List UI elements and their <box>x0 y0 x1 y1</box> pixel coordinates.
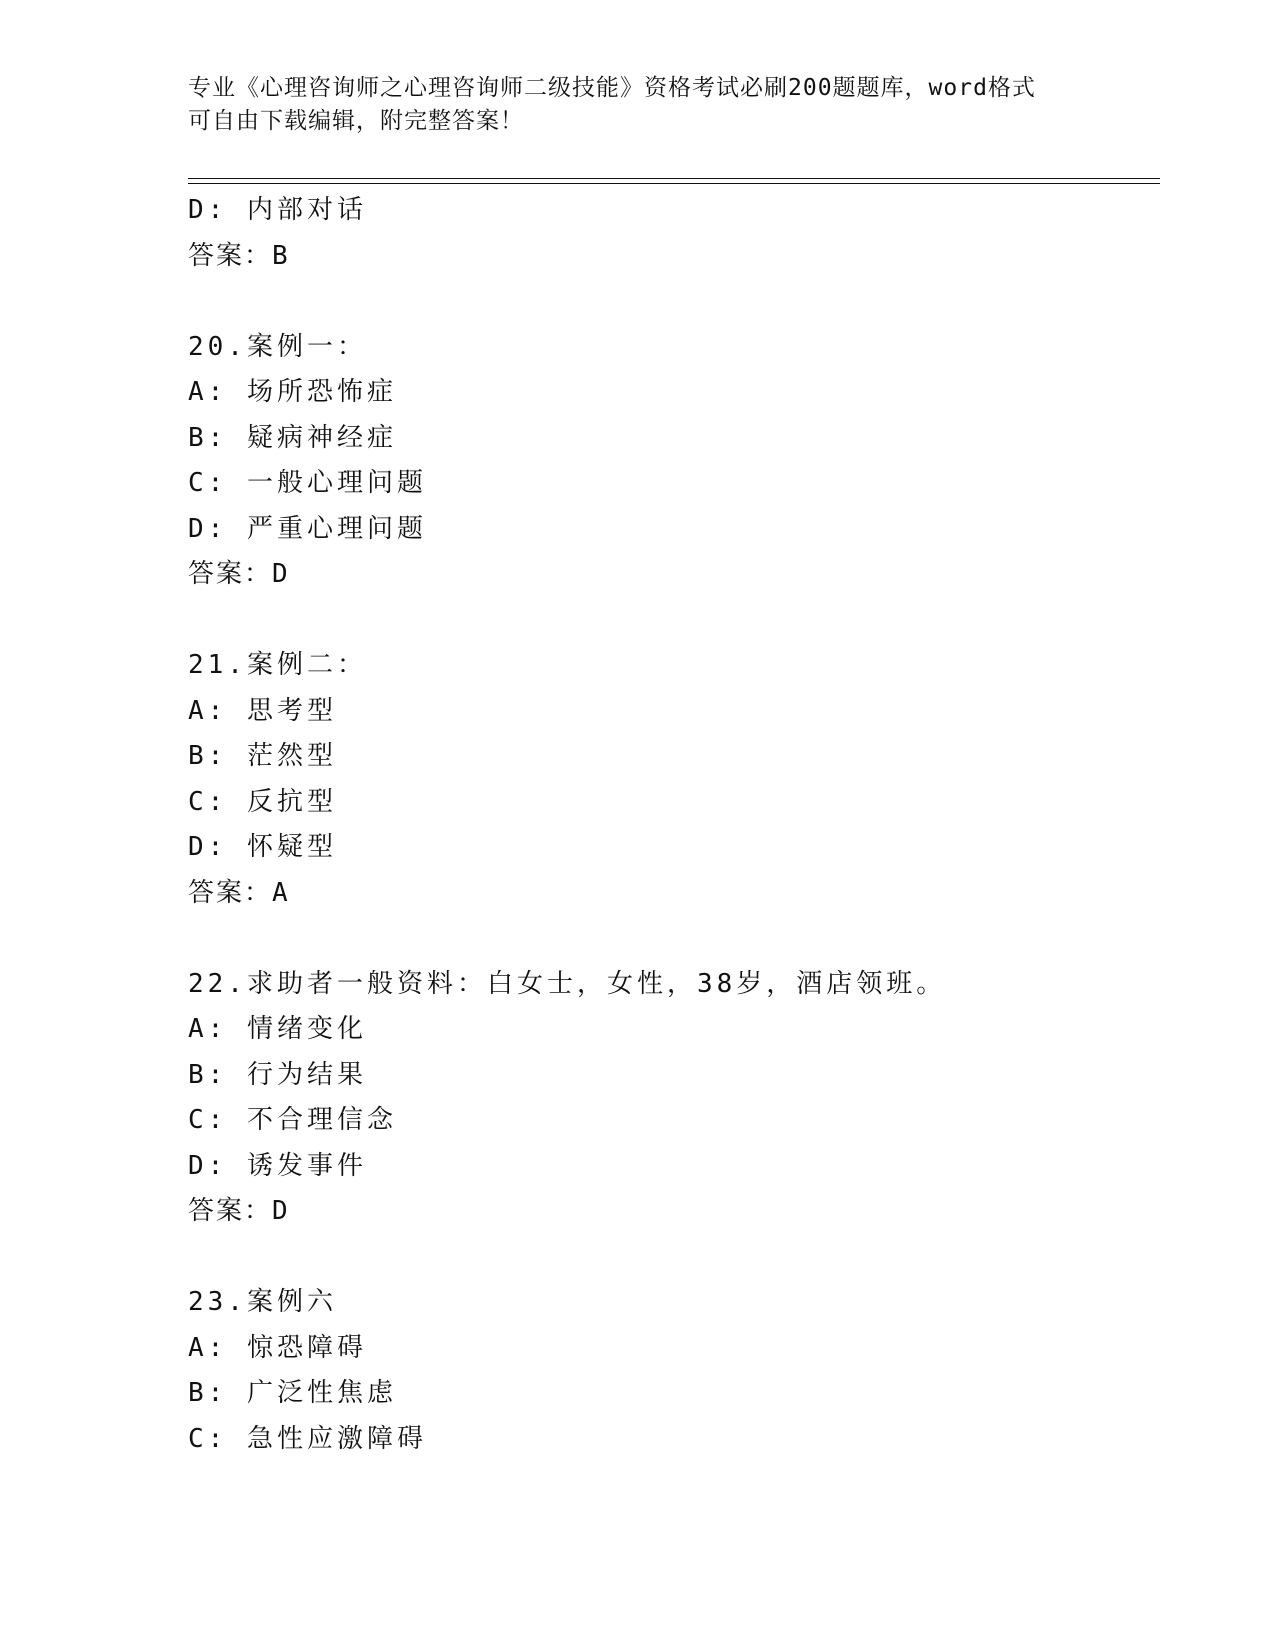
header-divider-bottom <box>188 183 1160 184</box>
spacer <box>188 598 1148 644</box>
question-21 <box>188 643 1148 916</box>
carryover-question <box>188 188 1148 279</box>
spacer <box>188 279 1148 325</box>
option-b: B: 茫然型 <box>188 741 337 771</box>
option-c: C: 急性应激障碍 <box>188 1423 427 1454</box>
question-23 <box>188 1280 1148 1462</box>
option-a: A: 情绪变化 <box>188 1014 367 1044</box>
question-stem: 22.求助者一般资料：白女士，女性，38岁，酒店领班。 <box>188 968 947 999</box>
option-b: B: 疑病神经症 <box>188 422 397 453</box>
document-header <box>188 72 1088 138</box>
answer-line: 答案：D <box>188 1196 290 1226</box>
spacer <box>188 1235 1148 1281</box>
header-line-1: 专业《心理咨询师之心理咨询师二级技能》资格考试必刷200题题库，word格式 <box>188 75 1036 101</box>
answer-line: 答案：B <box>188 240 290 271</box>
option-a: A: 思考型 <box>188 695 337 726</box>
header-divider-top <box>188 178 1160 179</box>
question-20 <box>188 325 1148 598</box>
option-c: C: 一般心理问题 <box>188 468 427 498</box>
option-c: C: 反抗型 <box>188 786 337 817</box>
question-stem: 20.案例一： <box>188 331 367 362</box>
option-d: D: 诱发事件 <box>188 1150 367 1181</box>
question-list <box>188 188 1148 1462</box>
question-stem: 21.案例二： <box>188 650 367 680</box>
option-a: A: 场所恐怖症 <box>188 377 397 407</box>
header-line-2: 可自由下载编辑，附完整答案！ <box>188 108 524 134</box>
question-stem: 23.案例六 <box>188 1287 337 1317</box>
option-d: D: 怀疑型 <box>188 832 337 862</box>
option-c: C: 不合理信念 <box>188 1105 397 1135</box>
option-b: B: 行为结果 <box>188 1059 367 1090</box>
option-d: D: 严重心理问题 <box>188 513 427 544</box>
question-22 <box>188 962 1148 1235</box>
option-b: B: 广泛性焦虑 <box>188 1378 397 1408</box>
spacer <box>188 916 1148 962</box>
answer-line: 答案：A <box>188 877 290 908</box>
option-a: A: 惊恐障碍 <box>188 1332 367 1363</box>
answer-line: 答案：D <box>188 559 290 589</box>
option-d: D: 内部对话 <box>188 195 367 225</box>
